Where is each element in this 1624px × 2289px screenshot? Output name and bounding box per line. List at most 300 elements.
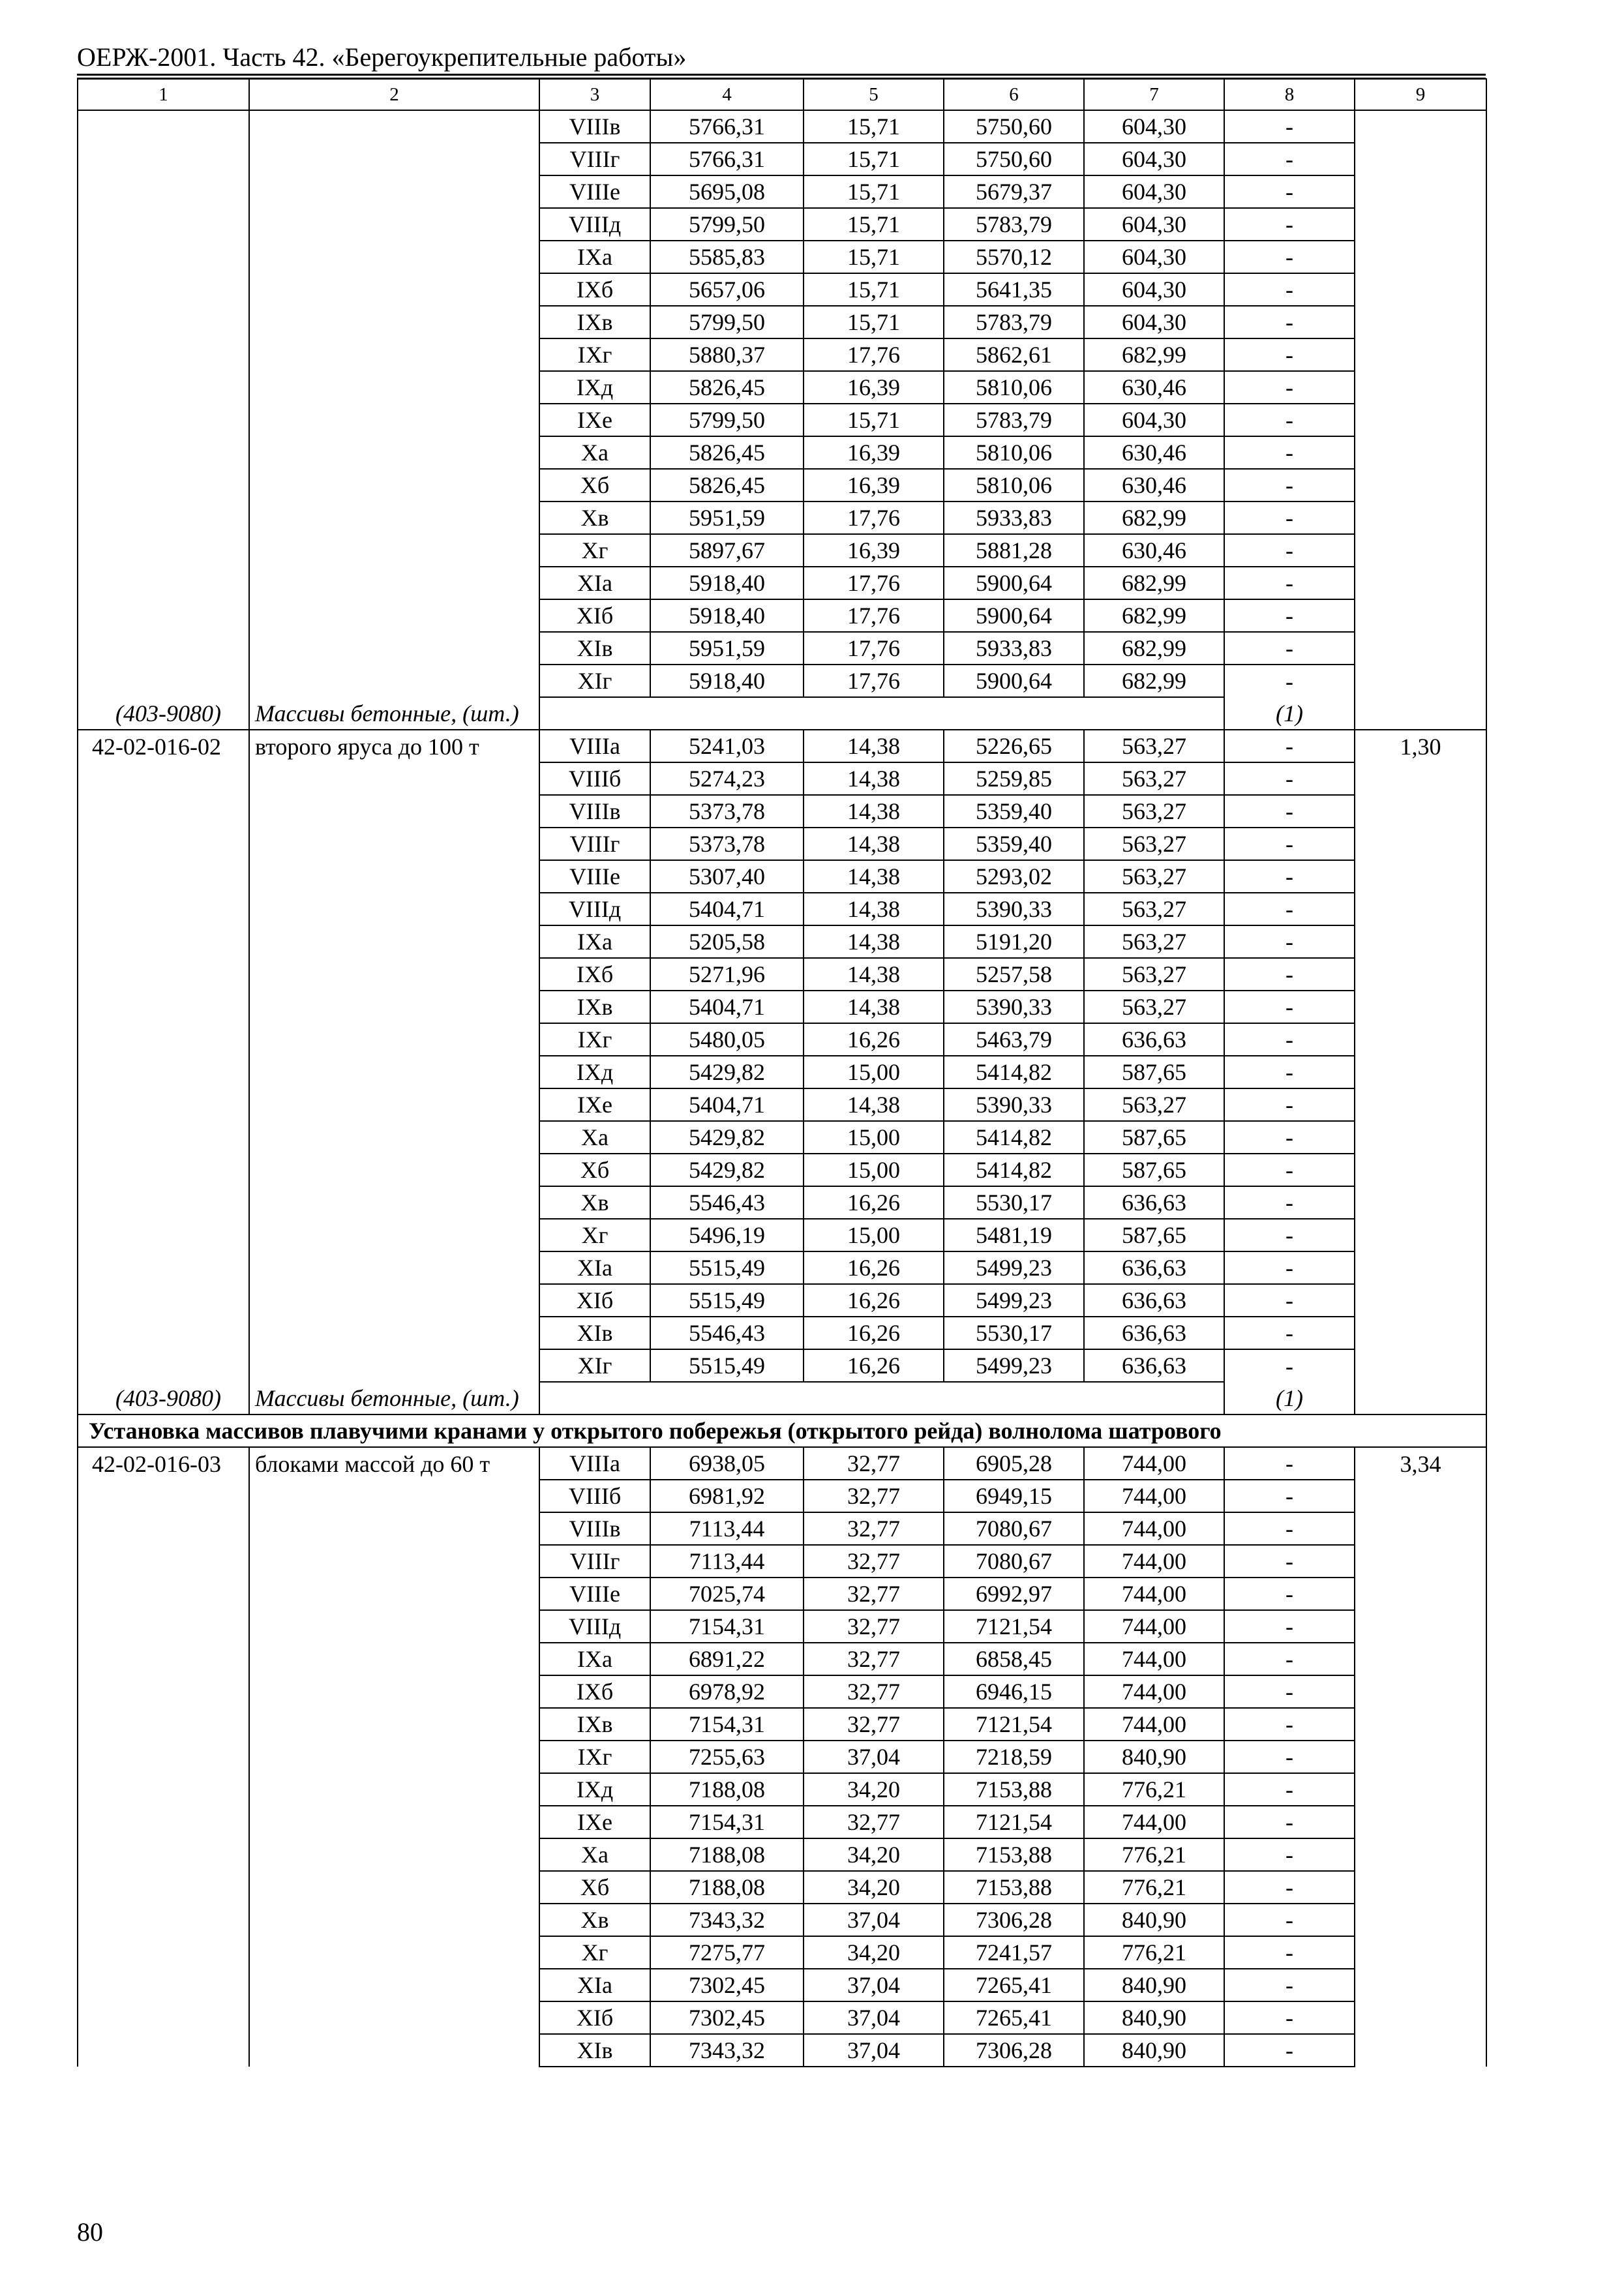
column-number: 5 (804, 79, 944, 110)
labor-cell: 1,30 (1355, 730, 1486, 762)
labor-cell (1355, 860, 1486, 893)
materials-cell: - (1224, 1545, 1355, 1578)
machine-cost-cell: 5359,40 (944, 795, 1084, 828)
materials-cell: - (1224, 1610, 1355, 1643)
norm-code-cell: 42-02-016-02 (78, 730, 249, 762)
machine-cost-cell: 5810,06 (944, 436, 1084, 469)
norm-name-cell (249, 1708, 539, 1741)
norm-name-cell (249, 501, 539, 534)
table-row (78, 1023, 1486, 1056)
total-cost-cell: 5515,49 (650, 1251, 804, 1284)
norm-name-cell (249, 1512, 539, 1545)
zone-cell: Xв (539, 1186, 650, 1219)
zone-cell: Xа (539, 1121, 650, 1154)
norm-code-cell (78, 143, 249, 175)
wage-cell: 16,39 (804, 371, 944, 404)
zone-cell: IXб (539, 958, 650, 991)
zone-cell: Xг (539, 534, 650, 567)
machinist-wage-cell: 563,27 (1084, 1088, 1224, 1121)
norm-code-cell (78, 958, 249, 991)
norm-name-cell (249, 991, 539, 1023)
norm-code-cell (78, 1708, 249, 1741)
machinist-wage-cell: 840,90 (1084, 2001, 1224, 2034)
zone-cell: IXб (539, 1675, 650, 1708)
materials-cell: - (1224, 1251, 1355, 1284)
total-cost-cell: 7154,31 (650, 1806, 804, 1838)
zone-cell: VIIIг (539, 1545, 650, 1578)
materials-cell: - (1224, 306, 1355, 338)
table-row (78, 1936, 1486, 1969)
table-row (78, 1806, 1486, 1838)
machinist-wage-cell: 744,00 (1084, 1643, 1224, 1675)
labor-cell (1355, 110, 1486, 143)
norm-code-cell (78, 1056, 249, 1088)
norm-code-cell (78, 762, 249, 795)
zone-cell: XIб (539, 1284, 650, 1317)
norm-name-cell (249, 338, 539, 371)
labor-cell (1355, 241, 1486, 273)
norm-code-cell (78, 665, 249, 697)
zone-cell: IXв (539, 306, 650, 338)
machine-cost-cell: 5499,23 (944, 1284, 1084, 1317)
total-cost-cell: 7154,31 (650, 1708, 804, 1741)
zone-cell: IXе (539, 404, 650, 436)
norm-code-cell (78, 469, 249, 501)
table-row (78, 273, 1486, 306)
materials-cell: - (1224, 1969, 1355, 2001)
labor-cell (1355, 1578, 1486, 1610)
wage-cell: 34,20 (804, 1838, 944, 1871)
materials-cell: - (1224, 1317, 1355, 1349)
machine-cost-cell: 7306,28 (944, 2034, 1084, 2067)
section-title-row (78, 1414, 1486, 1447)
machine-cost-cell: 5679,37 (944, 175, 1084, 208)
machinist-wage-cell: 636,63 (1084, 1186, 1224, 1219)
table-row (78, 567, 1486, 599)
norm-code-cell (78, 110, 249, 143)
total-cost-cell: 7025,74 (650, 1578, 804, 1610)
total-cost-cell: 7188,08 (650, 1871, 804, 1904)
norm-code-cell (78, 1904, 249, 1936)
labor-cell (1355, 828, 1486, 860)
norm-name-cell: второго яруса до 100 т (249, 730, 539, 762)
labor-cell (1355, 1545, 1486, 1578)
zone-cell: IXд (539, 1773, 650, 1806)
table-row (78, 534, 1486, 567)
norm-code-cell (78, 175, 249, 208)
zone-cell: IXг (539, 338, 650, 371)
total-cost-cell: 5918,40 (650, 665, 804, 697)
machine-cost-cell: 5810,06 (944, 469, 1084, 501)
total-cost-cell: 5429,82 (650, 1121, 804, 1154)
machinist-wage-cell: 744,00 (1084, 1480, 1224, 1512)
labor-cell (1355, 1806, 1486, 1838)
materials-cell: - (1224, 1480, 1355, 1512)
table-row (78, 665, 1486, 697)
total-cost-cell: 5515,49 (650, 1349, 804, 1382)
machinist-wage-cell: 636,63 (1084, 1317, 1224, 1349)
column-number: 8 (1224, 79, 1355, 110)
norm-code-cell (78, 208, 249, 241)
materials-cell: - (1224, 175, 1355, 208)
table-row (78, 1610, 1486, 1643)
total-cost-cell: 7275,77 (650, 1936, 804, 1969)
table-row (78, 1121, 1486, 1154)
table-row (78, 1675, 1486, 1708)
wage-cell: 16,26 (804, 1023, 944, 1056)
materials-cell: - (1224, 1088, 1355, 1121)
materials-cell: - (1224, 1806, 1355, 1838)
machine-cost-cell: 5463,79 (944, 1023, 1084, 1056)
zone-cell: Xб (539, 1871, 650, 1904)
machine-cost-cell: 5259,85 (944, 762, 1084, 795)
machine-cost-cell: 7080,67 (944, 1545, 1084, 1578)
norm-name-cell (249, 1219, 539, 1251)
table-row (78, 1056, 1486, 1088)
page-number: 80 (77, 2217, 103, 2247)
wage-cell: 32,77 (804, 1610, 944, 1643)
materials-cell: - (1224, 762, 1355, 795)
machine-cost-cell: 5783,79 (944, 404, 1084, 436)
materials-cell: - (1224, 730, 1355, 762)
materials-cell: - (1224, 501, 1355, 534)
norm-name-cell (249, 828, 539, 860)
column-number-row (78, 79, 1486, 110)
norm-name-cell (249, 1186, 539, 1219)
machinist-wage-cell: 563,27 (1084, 893, 1224, 925)
table-row (78, 1088, 1486, 1121)
norm-code-cell (78, 1871, 249, 1904)
zone-cell: VIIIв (539, 1512, 650, 1545)
total-cost-cell: 5918,40 (650, 599, 804, 632)
materials-cell: - (1224, 599, 1355, 632)
zone-cell: Xа (539, 436, 650, 469)
norm-name-cell (249, 1317, 539, 1349)
wage-cell: 16,26 (804, 1349, 944, 1382)
norm-name-cell (249, 143, 539, 175)
machine-cost-cell: 6949,15 (944, 1480, 1084, 1512)
labor-cell (1355, 1643, 1486, 1675)
machine-cost-cell: 5862,61 (944, 338, 1084, 371)
wage-cell: 14,38 (804, 991, 944, 1023)
wage-cell: 32,77 (804, 1447, 944, 1480)
machine-cost-cell: 5900,64 (944, 567, 1084, 599)
table-row (78, 1480, 1486, 1512)
table-row (78, 1284, 1486, 1317)
norm-code-cell (78, 1088, 249, 1121)
machinist-wage-cell: 563,27 (1084, 762, 1224, 795)
wage-cell: 14,38 (804, 925, 944, 958)
total-cost-cell: 5480,05 (650, 1023, 804, 1056)
machinist-wage-cell: 776,21 (1084, 1838, 1224, 1871)
wage-cell: 15,71 (804, 306, 944, 338)
column-number: 2 (249, 79, 539, 110)
total-cost-cell: 7188,08 (650, 1838, 804, 1871)
machinist-wage-cell: 604,30 (1084, 273, 1224, 306)
norm-name-cell (249, 469, 539, 501)
materials-cell: - (1224, 893, 1355, 925)
wage-cell: 15,71 (804, 175, 944, 208)
machinist-wage-cell: 682,99 (1084, 567, 1224, 599)
norm-code-cell (78, 306, 249, 338)
machine-cost-cell: 7153,88 (944, 1838, 1084, 1871)
norm-name-cell (249, 404, 539, 436)
machinist-wage-cell: 563,27 (1084, 860, 1224, 893)
table-row (78, 1251, 1486, 1284)
machine-cost-cell: 5810,06 (944, 371, 1084, 404)
machinist-wage-cell: 840,90 (1084, 1904, 1224, 1936)
labor-cell (1355, 762, 1486, 795)
zone-cell: IXа (539, 241, 650, 273)
zone-cell: VIIIв (539, 795, 650, 828)
labor-cell (1355, 534, 1486, 567)
machine-cost-cell: 5293,02 (944, 860, 1084, 893)
wage-cell: 32,77 (804, 1480, 944, 1512)
norm-code-cell (78, 371, 249, 404)
labor-cell (1355, 1154, 1486, 1186)
total-cost-cell: 7188,08 (650, 1773, 804, 1806)
machinist-wage-cell: 682,99 (1084, 501, 1224, 534)
machine-cost-cell: 7121,54 (944, 1806, 1084, 1838)
wage-cell: 14,38 (804, 860, 944, 893)
machine-cost-cell: 5881,28 (944, 534, 1084, 567)
zone-cell: VIIIб (539, 762, 650, 795)
table-row (78, 436, 1486, 469)
materials-cell: - (1224, 1936, 1355, 1969)
resource-name-cell: Массивы бетонные, (шт.) (249, 1382, 539, 1414)
labor-cell (1355, 1904, 1486, 1936)
materials-cell: - (1224, 795, 1355, 828)
zone-cell: XIг (539, 665, 650, 697)
machinist-wage-cell: 682,99 (1084, 632, 1224, 665)
machinist-wage-cell: 630,46 (1084, 469, 1224, 501)
zone-cell: VIIIа (539, 1447, 650, 1480)
machine-cost-cell: 5900,64 (944, 599, 1084, 632)
table-row (78, 2034, 1486, 2067)
machinist-wage-cell: 604,30 (1084, 241, 1224, 273)
machine-cost-cell: 5191,20 (944, 925, 1084, 958)
wage-cell: 32,77 (804, 1545, 944, 1578)
table-row (78, 632, 1486, 665)
table-row (78, 1773, 1486, 1806)
resource-empty-cell (539, 697, 1224, 730)
table-row (78, 730, 1486, 762)
table-row (78, 1708, 1486, 1741)
labor-cell (1355, 1936, 1486, 1969)
wage-cell: 17,76 (804, 567, 944, 599)
materials-cell: - (1224, 1708, 1355, 1741)
wage-cell: 17,76 (804, 338, 944, 371)
norms-table (77, 78, 1487, 2067)
total-cost-cell: 5429,82 (650, 1154, 804, 1186)
zone-cell: IXе (539, 1806, 650, 1838)
wage-cell: 37,04 (804, 1741, 944, 1773)
labor-cell: 3,34 (1355, 1447, 1486, 1480)
materials-cell: - (1224, 2034, 1355, 2067)
wage-cell: 15,71 (804, 404, 944, 436)
materials-cell: - (1224, 338, 1355, 371)
materials-cell: - (1224, 860, 1355, 893)
labor-cell (1355, 143, 1486, 175)
total-cost-cell: 5951,59 (650, 632, 804, 665)
section-title: Установка массивов плавучими кранами у открытого побережья (открытого рейда) волнолома шатрового (78, 1414, 1486, 1447)
norm-name-cell (249, 599, 539, 632)
machine-cost-cell: 5933,83 (944, 501, 1084, 534)
machine-cost-cell: 7218,59 (944, 1741, 1084, 1773)
norm-code-cell (78, 991, 249, 1023)
wage-cell: 15,00 (804, 1056, 944, 1088)
norm-name-cell (249, 241, 539, 273)
table-row (78, 208, 1486, 241)
materials-cell: - (1224, 469, 1355, 501)
materials-cell: - (1224, 1741, 1355, 1773)
zone-cell: VIIIг (539, 828, 650, 860)
machinist-wage-cell: 682,99 (1084, 599, 1224, 632)
labor-cell (1355, 1871, 1486, 1904)
total-cost-cell: 6981,92 (650, 1480, 804, 1512)
materials-cell: - (1224, 273, 1355, 306)
machinist-wage-cell: 840,90 (1084, 1741, 1224, 1773)
norm-code-cell (78, 1186, 249, 1219)
table-row (78, 860, 1486, 893)
zone-cell: XIг (539, 1349, 650, 1382)
labor-cell (1355, 1675, 1486, 1708)
norm-code-cell (78, 241, 249, 273)
norm-name-cell (249, 1675, 539, 1708)
zone-cell: XIа (539, 567, 650, 599)
total-cost-cell: 5546,43 (650, 1186, 804, 1219)
table-row (78, 1349, 1486, 1382)
norm-code-cell (78, 1610, 249, 1643)
table-row (78, 338, 1486, 371)
wage-cell: 34,20 (804, 1871, 944, 1904)
zone-cell: IXа (539, 925, 650, 958)
wage-cell: 15,71 (804, 143, 944, 175)
norm-name-cell (249, 1154, 539, 1186)
machinist-wage-cell: 744,00 (1084, 1675, 1224, 1708)
norm-code-cell (78, 828, 249, 860)
norm-name-cell (249, 1936, 539, 1969)
norm-name-cell (249, 632, 539, 665)
zone-cell: VIIIг (539, 143, 650, 175)
page-header-title: ОЕРЖ-2001. Часть 42. «Берегоукрепительные работы» (77, 42, 687, 72)
materials-cell: - (1224, 991, 1355, 1023)
norm-name-cell (249, 306, 539, 338)
norm-name-cell (249, 1480, 539, 1512)
machinist-wage-cell: 744,00 (1084, 1708, 1224, 1741)
zone-cell: XIв (539, 1317, 650, 1349)
norm-code-cell (78, 567, 249, 599)
column-number: 1 (78, 79, 249, 110)
machine-cost-cell: 6905,28 (944, 1447, 1084, 1480)
table-row (78, 1545, 1486, 1578)
norm-code-cell (78, 1838, 249, 1871)
zone-cell: IXг (539, 1741, 650, 1773)
machine-cost-cell: 5933,83 (944, 632, 1084, 665)
norm-name-cell (249, 925, 539, 958)
machinist-wage-cell: 744,00 (1084, 1578, 1224, 1610)
labor-cell (1355, 991, 1486, 1023)
table-row (78, 1643, 1486, 1675)
norm-code-cell (78, 338, 249, 371)
materials-cell: - (1224, 1349, 1355, 1382)
table-row (78, 241, 1486, 273)
wage-cell: 37,04 (804, 2001, 944, 2034)
norm-code-cell (78, 1512, 249, 1545)
labor-cell (1355, 306, 1486, 338)
machinist-wage-cell: 682,99 (1084, 338, 1224, 371)
materials-cell: - (1224, 1773, 1355, 1806)
zone-cell: Xв (539, 1904, 650, 1936)
wage-cell: 16,39 (804, 436, 944, 469)
machinist-wage-cell: 563,27 (1084, 730, 1224, 762)
labor-cell (1355, 501, 1486, 534)
norm-name-cell (249, 110, 539, 143)
total-cost-cell: 5585,83 (650, 241, 804, 273)
norm-code-cell (78, 1675, 249, 1708)
total-cost-cell: 5826,45 (650, 371, 804, 404)
norm-name-cell (249, 762, 539, 795)
materials-cell: - (1224, 2001, 1355, 2034)
machinist-wage-cell: 604,30 (1084, 306, 1224, 338)
table-row (78, 501, 1486, 534)
machinist-wage-cell: 840,90 (1084, 1969, 1224, 2001)
labor-cell (1355, 2001, 1486, 2034)
norm-code-cell (78, 1317, 249, 1349)
labor-cell (1355, 1838, 1486, 1871)
machine-cost-cell: 6992,97 (944, 1578, 1084, 1610)
machinist-wage-cell: 636,63 (1084, 1349, 1224, 1382)
labor-cell (1355, 1219, 1486, 1251)
zone-cell: IXд (539, 371, 650, 404)
machinist-wage-cell: 636,63 (1084, 1284, 1224, 1317)
wage-cell: 15,00 (804, 1219, 944, 1251)
labor-cell (1355, 2034, 1486, 2067)
norm-name-cell (249, 273, 539, 306)
machinist-wage-cell: 563,27 (1084, 925, 1224, 958)
table-row (78, 893, 1486, 925)
machinist-wage-cell: 744,00 (1084, 1512, 1224, 1545)
wage-cell: 17,76 (804, 501, 944, 534)
norm-name-cell (249, 1806, 539, 1838)
machinist-wage-cell: 744,00 (1084, 1610, 1224, 1643)
table-row (78, 1447, 1486, 1480)
table-row (78, 925, 1486, 958)
norm-code-cell (78, 599, 249, 632)
zone-cell: VIIIа (539, 730, 650, 762)
machine-cost-cell: 7153,88 (944, 1871, 1084, 1904)
norm-name-cell (249, 1088, 539, 1121)
table-row (78, 371, 1486, 404)
labor-cell (1355, 1023, 1486, 1056)
total-cost-cell: 5271,96 (650, 958, 804, 991)
wage-cell: 32,77 (804, 1708, 944, 1741)
total-cost-cell: 5695,08 (650, 175, 804, 208)
zone-cell: IXб (539, 273, 650, 306)
wage-cell: 16,39 (804, 534, 944, 567)
machine-cost-cell: 5530,17 (944, 1186, 1084, 1219)
total-cost-cell: 7113,44 (650, 1512, 804, 1545)
materials-cell: - (1224, 665, 1355, 697)
wage-cell: 37,04 (804, 1969, 944, 2001)
norm-name-cell (249, 1349, 539, 1382)
norm-name-cell (249, 2034, 539, 2067)
machine-cost-cell: 7306,28 (944, 1904, 1084, 1936)
norm-name-cell (249, 665, 539, 697)
zone-cell: IXв (539, 991, 650, 1023)
table-row (78, 1154, 1486, 1186)
zone-cell: IXг (539, 1023, 650, 1056)
